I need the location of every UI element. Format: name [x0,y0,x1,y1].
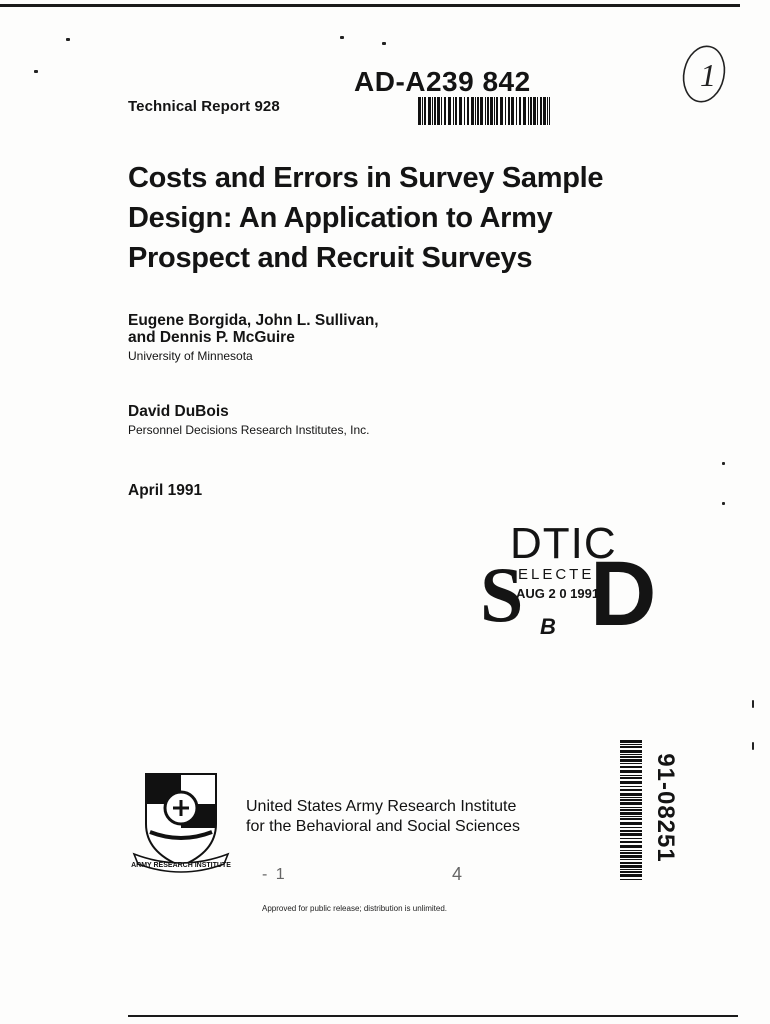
distribution-statement: Approved for public release; distribution is unlimited. [262,904,447,913]
barcode-bar [620,756,642,758]
stamp-letter-d: D [590,543,657,645]
barcode-bar [487,97,489,125]
barcode-bar [549,97,550,125]
barcode-bar [620,807,642,808]
barcode-bar [455,97,457,125]
barcode-bar [620,744,642,745]
barcode-bar [620,750,642,753]
report-number: Technical Report 928 [128,98,280,115]
barcode-bar [444,97,446,125]
barcode-bar [620,781,642,784]
seal-banner-text: ARMY RESEARCH INSTITUTE [131,862,231,869]
barcode-bar [543,97,546,125]
barcode-bar [434,97,436,125]
barcode-bar [620,833,642,836]
scan-speck [722,502,725,505]
author-group-1 [128,312,379,365]
title-line: Design: An Application to Army [128,202,553,234]
barcode-bar [620,871,642,873]
stamp-letter-s: S [480,551,524,638]
barcode-bar [464,97,465,125]
barcode-bar [620,777,642,779]
barcode-bar [448,97,451,125]
bottom-rule [128,1015,738,1017]
barcode-bar [620,770,642,773]
barcode-bar [620,855,642,858]
accession-number: AD-A239 842 [354,66,531,97]
title-line: Prospect and Recruit Surveys [128,242,533,274]
author-names: Eugene Borgida, John L. Sullivan, [128,312,379,329]
barcode-bar [467,97,469,125]
barcode-bar [437,97,440,125]
barcode-bar [528,97,529,125]
barcode-bar [432,97,433,125]
title-line: Costs and Errors in Survey Sample [128,162,604,194]
barcode-bar [620,865,642,868]
scan-speck [340,36,344,39]
scan-speck [66,38,70,41]
barcode-bar [620,763,642,764]
handwritten-circle-mark [680,40,728,106]
author-group-2 [128,403,369,439]
barcode-bar [496,97,498,125]
barcode-bar [620,766,642,768]
barcode-bar [620,852,642,854]
author-names: and Dennis P. McGuire [128,329,295,346]
side-number-wrap [640,740,686,886]
barcode-bar [620,830,642,832]
barcode-bar [485,97,486,125]
barcode-bar [620,841,642,843]
barcode-bar [475,97,476,125]
barcode-bar [530,97,532,125]
barcode-bar [519,97,521,125]
barcode-bar [620,874,642,877]
barcode-bar [424,97,426,125]
faint-marks-right: 4 [452,864,463,884]
barcode-bar [453,97,454,125]
accession-barcode [418,97,550,125]
scan-speck [752,700,754,708]
report-title [128,158,688,278]
institute-name [246,797,520,837]
author-affiliation: University of Minnesota [128,349,253,363]
barcode-bar [620,809,642,811]
scan-speck [382,42,386,45]
barcode-bar [620,812,642,815]
barcode-bar [471,97,474,125]
barcode-bar [494,97,495,125]
barcode-bar [620,879,642,880]
barcode-bar [620,775,642,776]
barcode-bar [511,97,514,125]
side-barcode [620,740,642,880]
barcode-bar [441,97,442,125]
barcode-bar [547,97,548,125]
scan-speck [34,70,38,73]
barcode-bar [620,845,642,848]
barcode-bar [620,862,642,864]
side-accession-number: 91-08251 [652,753,679,863]
barcode-bar [523,97,526,125]
top-rule [0,4,740,7]
barcode-bar [620,869,642,870]
barcode-bar [500,97,503,125]
barcode-bar [459,97,462,125]
barcode-bar [620,789,642,791]
barcode-bar [620,822,642,825]
barcode-bar [418,97,421,125]
institute-line: for the Behavioral and Social Sciences [246,818,520,835]
barcode-bar [477,97,479,125]
barcode-bar [620,754,642,755]
barcode-bar [490,97,493,125]
barcode-bar [508,97,510,125]
electe-label: ELECTE [518,566,595,583]
barcode-bar [428,97,431,125]
scan-speck [722,462,725,465]
barcode-bar [516,97,517,125]
barcode-bar [620,816,642,817]
barcode-bar [540,97,542,125]
barcode-bar [480,97,483,125]
barcode-bar [422,97,423,125]
barcode-bar [620,850,642,851]
faint-marks-left: - 1 [262,866,287,883]
barcode-bar [620,797,642,798]
barcode-bar [620,838,642,839]
barcode-bar [620,859,642,860]
barcode-bar [537,97,538,125]
barcode-bar [620,759,642,762]
handwritten-digit: 1 [700,57,716,93]
scan-speck [752,742,754,750]
barcode-bar [620,786,642,787]
barcode-bar [620,740,642,743]
author-name: David DuBois [128,403,229,420]
ari-seal-logo [128,768,234,876]
barcode-bar [620,827,642,828]
barcode-bar [620,818,642,820]
dtic-label: DTIC [510,519,617,568]
institute-line: United States Army Research Institute [246,798,517,815]
stamp-date: AUG 2 0 1991 [516,586,600,601]
barcode-bar [620,802,642,805]
stamp-letter-b: B [540,614,556,639]
barcode-bar [620,746,642,748]
barcode-bar [505,97,506,125]
publication-date: April 1991 [128,482,203,499]
barcode-bar [620,793,642,796]
barcode-bar [533,97,536,125]
barcode-bar [620,799,642,801]
author-affiliation: Personnel Decisions Research Institutes, Inc. [128,423,370,437]
